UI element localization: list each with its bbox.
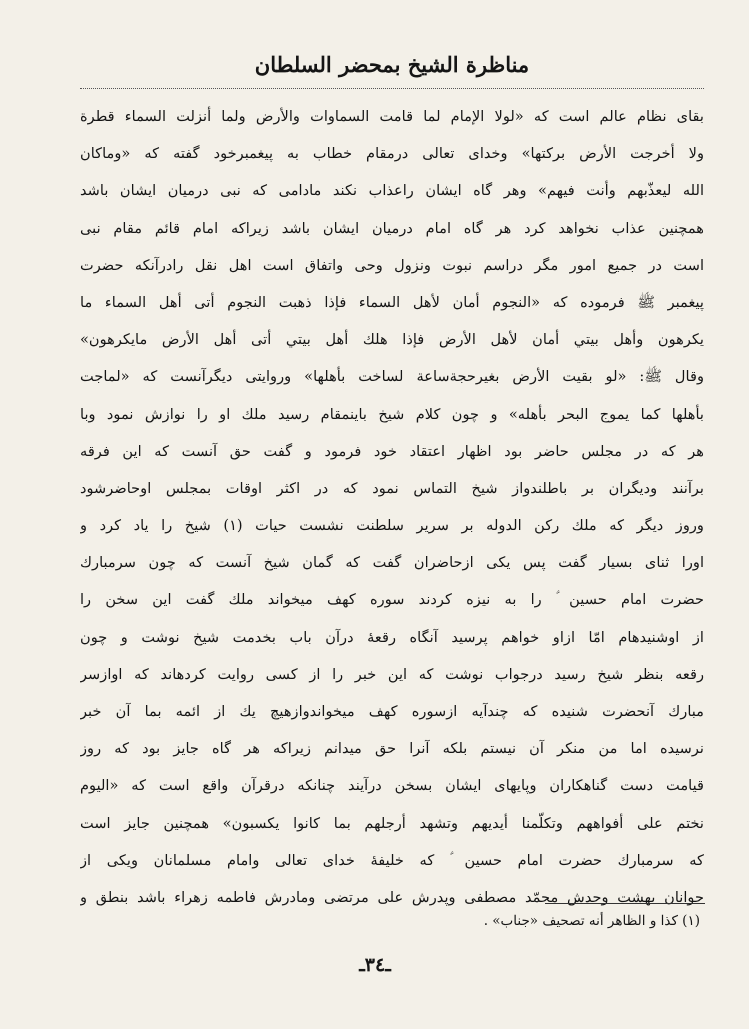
text-line: وروز ديگر كه ملك ركن الدوله بر سرير سلطنت نشست حيات (١) شيخ را ياد كرد و xyxy=(80,517,704,535)
text-line: نختم على أفواههم وتكلّمنا أيديهم وتشهد أرجلهم بما كانوا يكسبون» همچنين جايز است xyxy=(80,814,704,832)
text-line: قيامت دست گناهكاران وپايهای ايشان بسخن درآيند چنانكه درقرآن واقع است كه «اليوم xyxy=(80,777,704,795)
text-line: پيغمبر ﷺ فرموده كه «النجوم أمان لأهل السماء فإذا ذهبت النجوم أتى أهل السماء ما xyxy=(80,293,704,311)
text-line: هر كه در مجلس حاضر بود اظهار اعتقاد خود فرمود و گفت حق آنست كه اين فرقه xyxy=(80,442,704,460)
footnote-divider xyxy=(545,903,705,904)
running-header: مناظرة الشيخ بمحضر السلطان xyxy=(254,52,530,77)
text-line: يكرهون وأهل بيتي أمان لأهل الأرض فإذا هلك أهل بيتي أتى أهل الأرض مايكرهون» xyxy=(80,331,704,349)
text-line: همچنين عذاب نخواهد كرد هر گاه امام درميان ايشان باشد زيراكه امام قائم مقام نبی xyxy=(80,219,704,237)
text-line: كه سرمبارك حضرت امام حسين ؑ كه خليفهٔ خدای تعالی وامام مسلمانان ويكی از xyxy=(80,851,704,869)
text-line: رقعه بنظر شيخ رسيد درجواب نوشت كه اين خبر را از كسی روايت كردهاند كه اوازسر xyxy=(80,665,704,683)
text-line: است در جميع امور مگر دراسم نبوت ونزول وحی واتفاق است اهل نقل رادرآنكه حضرت xyxy=(80,256,704,274)
text-line: بقای نظام عالم است که «لولا الإمام لما قامت السماوات والأرض ولما أنزلت السماء قطرة xyxy=(80,108,704,125)
text-line: بأهلها كما يموج البحر بأهله» و چون كلام شيخ باينمقام رسيد ملك او را نوازش نمود وبا xyxy=(80,405,704,423)
text-line: برآنند وديگران بر باطلندواز شيخ التماس نمود كه در اكثر اوقات بمجلس اوحاضرشود xyxy=(80,479,704,497)
text-line: از اوشنيدهام امّا ازاو خواهم پرسيد آنگاه رقعهٔ درآن باب بخدمت شيخ نوشت و چون xyxy=(80,628,704,646)
text-line: حضرت امام حسين ؑ را به نيزه كردند سوره كهف ميخواند ملك گفت اين سخن را xyxy=(80,591,704,609)
text-line: وقال ﷺ: «لو بقيت الأرض بغيرحجةساعة لساخت بأهلها» وروايتی ديگرآنست كه «لماجت xyxy=(80,368,704,386)
text-line: الله ليعذّبهم وأنت فيهم» وهر گاه ايشان راعذاب نكند مادامی كه نبی درميان ايشان باشد xyxy=(80,182,704,200)
text-line: نرسيده اما من منكر آن نيستم بلكه آنرا حق ميدانم زيراكه هر گاه جايز بود كه روز xyxy=(80,740,704,758)
page-number: ـ٣٤ـ xyxy=(359,954,391,976)
text-line: مبارك آنحضرت شنيده كه چندآيه ازسوره كهف ميخواندوازهيچ يك از ائمه بما آن خبر xyxy=(80,703,704,720)
header-divider xyxy=(80,88,704,89)
footnote: (١) كذا و الظاهر أنه تصحيف «جناب» . xyxy=(483,913,700,929)
body-text xyxy=(80,98,704,916)
text-line: جوانان بهشت وجدش محمّد مصطفی وپدرش علی مرتضی ومادرش فاطمه زهراء باشد بنطق و xyxy=(80,888,704,906)
text-line: ولا أخرجت الأرض بركتها» وخدای تعالی درمقام خطاب به پيغمبرخود گفته كه «وماكان xyxy=(80,145,704,163)
text-line: اورا ثنای بسيار گفت پس يكی ازحاضران گفت كه گمان شيخ آنست كه چون سرمبارك xyxy=(80,554,704,572)
